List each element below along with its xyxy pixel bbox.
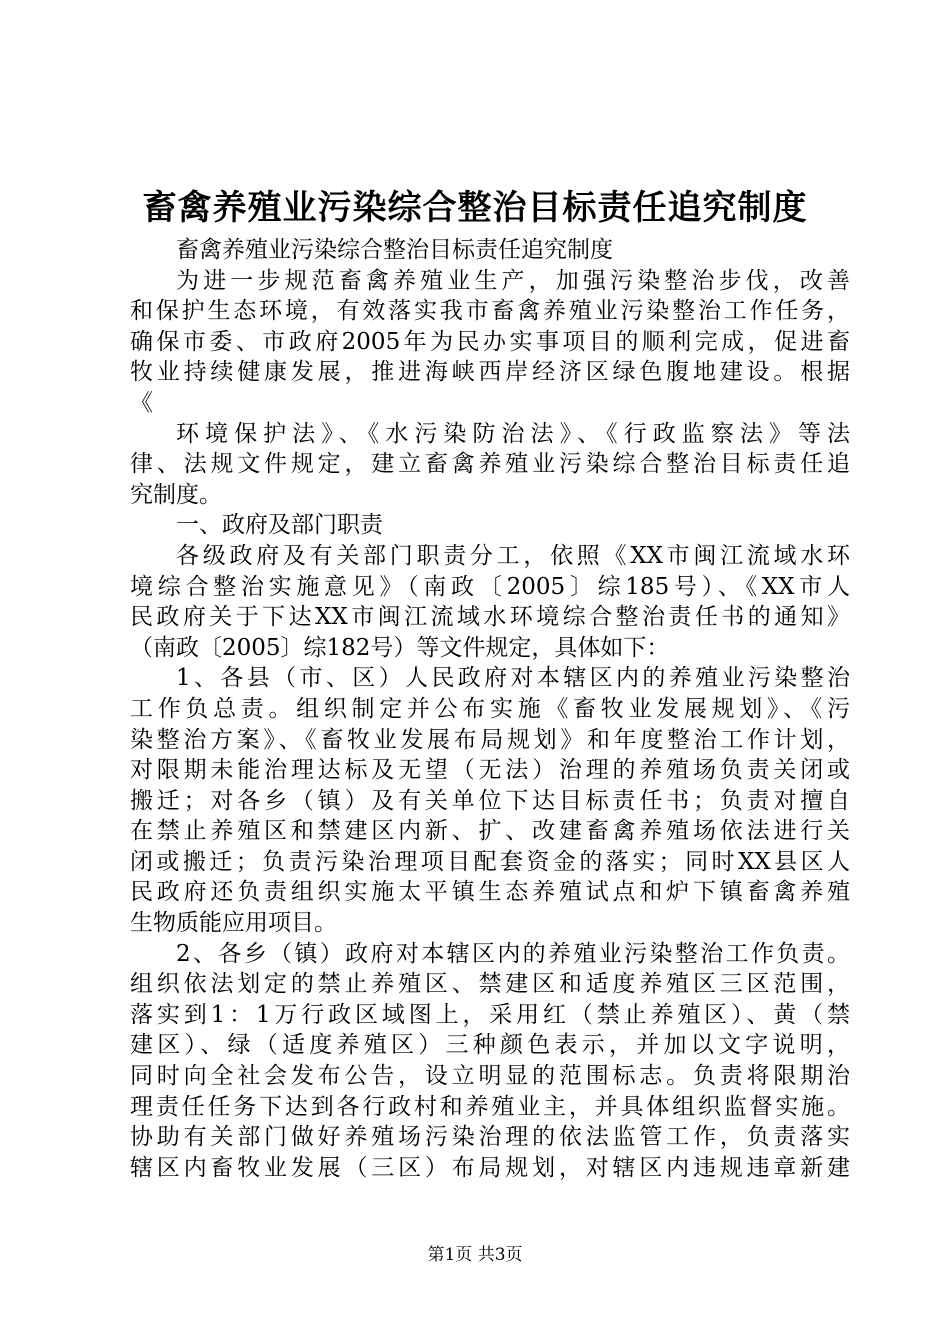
body-line: 落实到1：1万行政区域图上，采用红（禁止养殖区）、黄（禁 [130,1001,850,1028]
document-title: 畜禽养殖业污染综合整治目标责任追究制度 [142,188,808,228]
body-line: （南政〔2005〕综182号）等文件规定，具体如下： [130,634,670,661]
body-line: 究制度。 [130,481,222,508]
body-line: 和保护生态环境，有效落实我市畜禽养殖业污染整治工作任务， [130,298,850,325]
body-line: 闭或搬迁；负责污染治理项目配套资金的落实；同时XX县区人 [130,848,850,875]
body-line: 民政府还负责组织实施太平镇生态养殖试点和炉下镇畜禽养殖 [130,879,850,906]
body-line: 1、各县（市、区）人民政府对本辖区内的养殖业污染整治 [176,665,850,692]
body-line: 牧业持续健康发展，推进海峡西岸经济区绿色腹地建设。根据 [130,359,850,386]
body-line: 境综合整治实施意见》（南政〔2005〕综185号）、《XX市人 [130,573,850,600]
body-line: 同时向全社会发布公告，设立明显的范围标志。负责将限期治 [130,1063,850,1090]
body-line: 染整治方案》、《畜牧业发展布局规划》和年度整治工作计划， [130,726,850,753]
body-line: 搬迁；对各乡（镇）及有关单位下达目标责任书；负责对擅自 [130,787,850,814]
body-line: 理责任任务下达到各行政村和养殖业主，并具体组织监督实施。 [130,1093,850,1120]
body-line: 确保市委、市政府2005年为民办实事项目的顺利完成，促进畜 [130,328,850,355]
body-line: 一、政府及部门职责 [176,512,383,539]
body-line: 各级政府及有关部门职责分工，依照《XX市闽江流域水环 [176,542,850,569]
body-line: 协助有关部门做好养殖场污染治理的依法监管工作，负责落实 [130,1124,850,1151]
body-line: 2、各乡（镇）政府对本辖区内的养殖业污染整治工作负责。 [176,940,850,967]
body-line: 对限期未能治理达标及无望（无法）治理的养殖场负责关闭或 [130,757,850,784]
body-line: 律、法规文件规定，建立畜禽养殖业污染综合整治目标责任追 [130,451,850,478]
body-line: 辖区内畜牧业发展（三区）布局规划，对辖区内违规违章新建 [130,1154,850,1181]
body-line: 畜禽养殖业污染综合整治目标责任追究制度 [176,237,613,263]
body-line: 组织依法划定的禁止养殖区、禁建区和适度养殖区三区范围， [130,971,850,998]
document-body [130,235,850,1183]
body-line: 《 [130,389,153,416]
body-line: 生物质能应用项目。 [130,910,337,937]
body-line: 民政府关于下达XX市闽江流域水环境综合整治责任书的通知》 [130,604,850,631]
body-line: 为进一步规范畜禽养殖业生产，加强污染整治步伐，改善 [176,267,850,294]
page-footer: 第1页 共3页 [427,1245,523,1265]
body-line: 环境保护法》、《水污染防治法》、《行政监察法》等法 [176,420,850,447]
body-line: 工作负总责。组织制定并公布实施《畜牧业发展规划》、《污 [130,695,850,722]
body-line: 在禁止养殖区和禁建区内新、扩、改建畜禽养殖场依法进行关 [130,818,850,845]
body-line: 建区）、绿（适度养殖区）三种颜色表示，并加以文字说明， [130,1032,850,1059]
